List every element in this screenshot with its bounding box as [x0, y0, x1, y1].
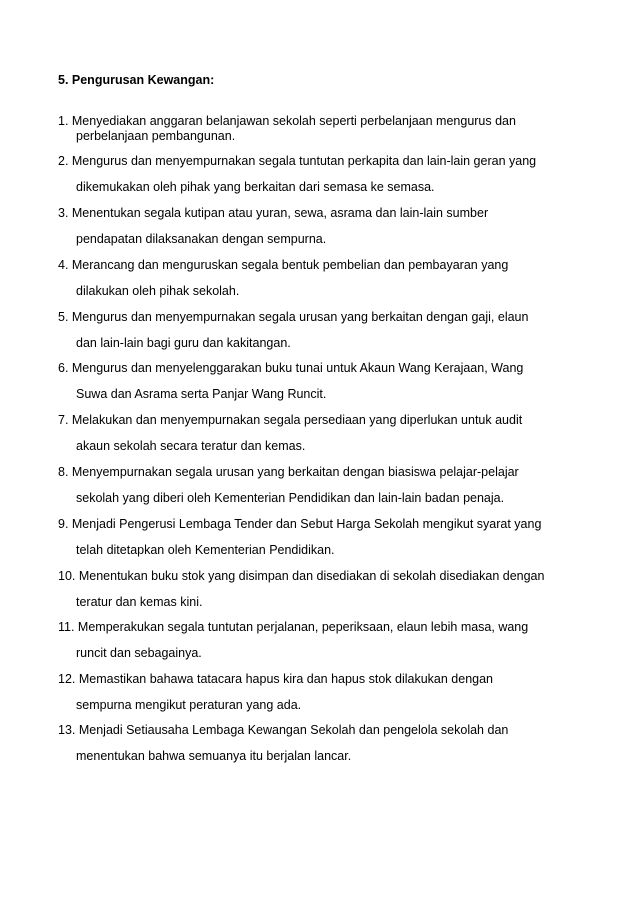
list-item-line: dan lain-lain bagi guru dan kakitangan.: [76, 336, 291, 350]
list-item-line: 9. Menjadi Pengerusi Lembaga Tender dan Sebut Harga Sekolah mengikut syarat yang: [58, 517, 542, 531]
list-item-line: telah ditetapkan oleh Kementerian Pendidikan.: [76, 543, 335, 557]
list-item-line: 8. Menyempurnakan segala urusan yang berkaitan dengan biasiswa pelajar-pelajar: [58, 465, 519, 479]
list-item-line: sekolah yang diberi oleh Kementerian Pendidikan dan lain-lain badan penaja.: [76, 491, 505, 505]
list-item-line: 11. Memperakukan segala tuntutan perjalanan, peperiksaan, elaun lebih masa, wang: [58, 620, 529, 634]
list-item-line: 1. Menyediakan anggaran belanjawan sekolah seperti perbelanjaan mengurus dan: [58, 114, 516, 128]
list-item-line: 6. Mengurus dan menyelenggarakan buku tunai untuk Akaun Wang Kerajaan, Wang: [58, 361, 524, 375]
list-item-line: menentukan bahwa semuanya itu berjalan lancar.: [76, 749, 352, 763]
list-item-line: perbelanjaan pembangunan.: [76, 129, 236, 143]
list-item-line: runcit dan sebagainya.: [76, 646, 202, 660]
list-item-line: 2. Mengurus dan menyempurnakan segala tuntutan perkapita dan lain-lain geran yang: [58, 154, 537, 168]
list-item-line: 4. Merancang dan menguruskan segala bentuk pembelian dan pembayaran yang: [58, 258, 509, 272]
section-heading: 5. Pengurusan Kewangan:: [58, 73, 215, 87]
list-item-line: 3. Menentukan segala kutipan atau yuran, sewa, asrama dan lain-lain sumber: [58, 206, 489, 220]
list-item-line: dikemukakan oleh pihak yang berkaitan dari semasa ke semasa.: [76, 180, 435, 194]
list-item-line: Suwa dan Asrama serta Panjar Wang Runcit.: [76, 387, 327, 401]
list-item-line: teratur dan kemas kini.: [76, 595, 203, 609]
list-item-line: akaun sekolah secara teratur dan kemas.: [76, 439, 306, 453]
list-item-line: dilakukan oleh pihak sekolah.: [76, 284, 240, 298]
list-item-line: 5. Mengurus dan menyempurnakan segala urusan yang berkaitan dengan gaji, elaun: [58, 310, 529, 324]
list-item-line: 7. Melakukan dan menyempurnakan segala persediaan yang diperlukan untuk audit: [58, 413, 523, 427]
list-item-line: pendapatan dilaksanakan dengan sempurna.: [76, 232, 327, 246]
list-item-line: 13. Menjadi Setiausaha Lembaga Kewangan Sekolah dan pengelola sekolah dan: [58, 723, 509, 737]
list-item-line: 12. Memastikan bahawa tatacara hapus kira dan hapus stok dilakukan dengan: [58, 672, 494, 686]
list-item-line: 10. Menentukan buku stok yang disimpan dan disediakan di sekolah disediakan dengan: [58, 569, 545, 583]
list-item-line: sempurna mengikut peraturan yang ada.: [76, 698, 302, 712]
